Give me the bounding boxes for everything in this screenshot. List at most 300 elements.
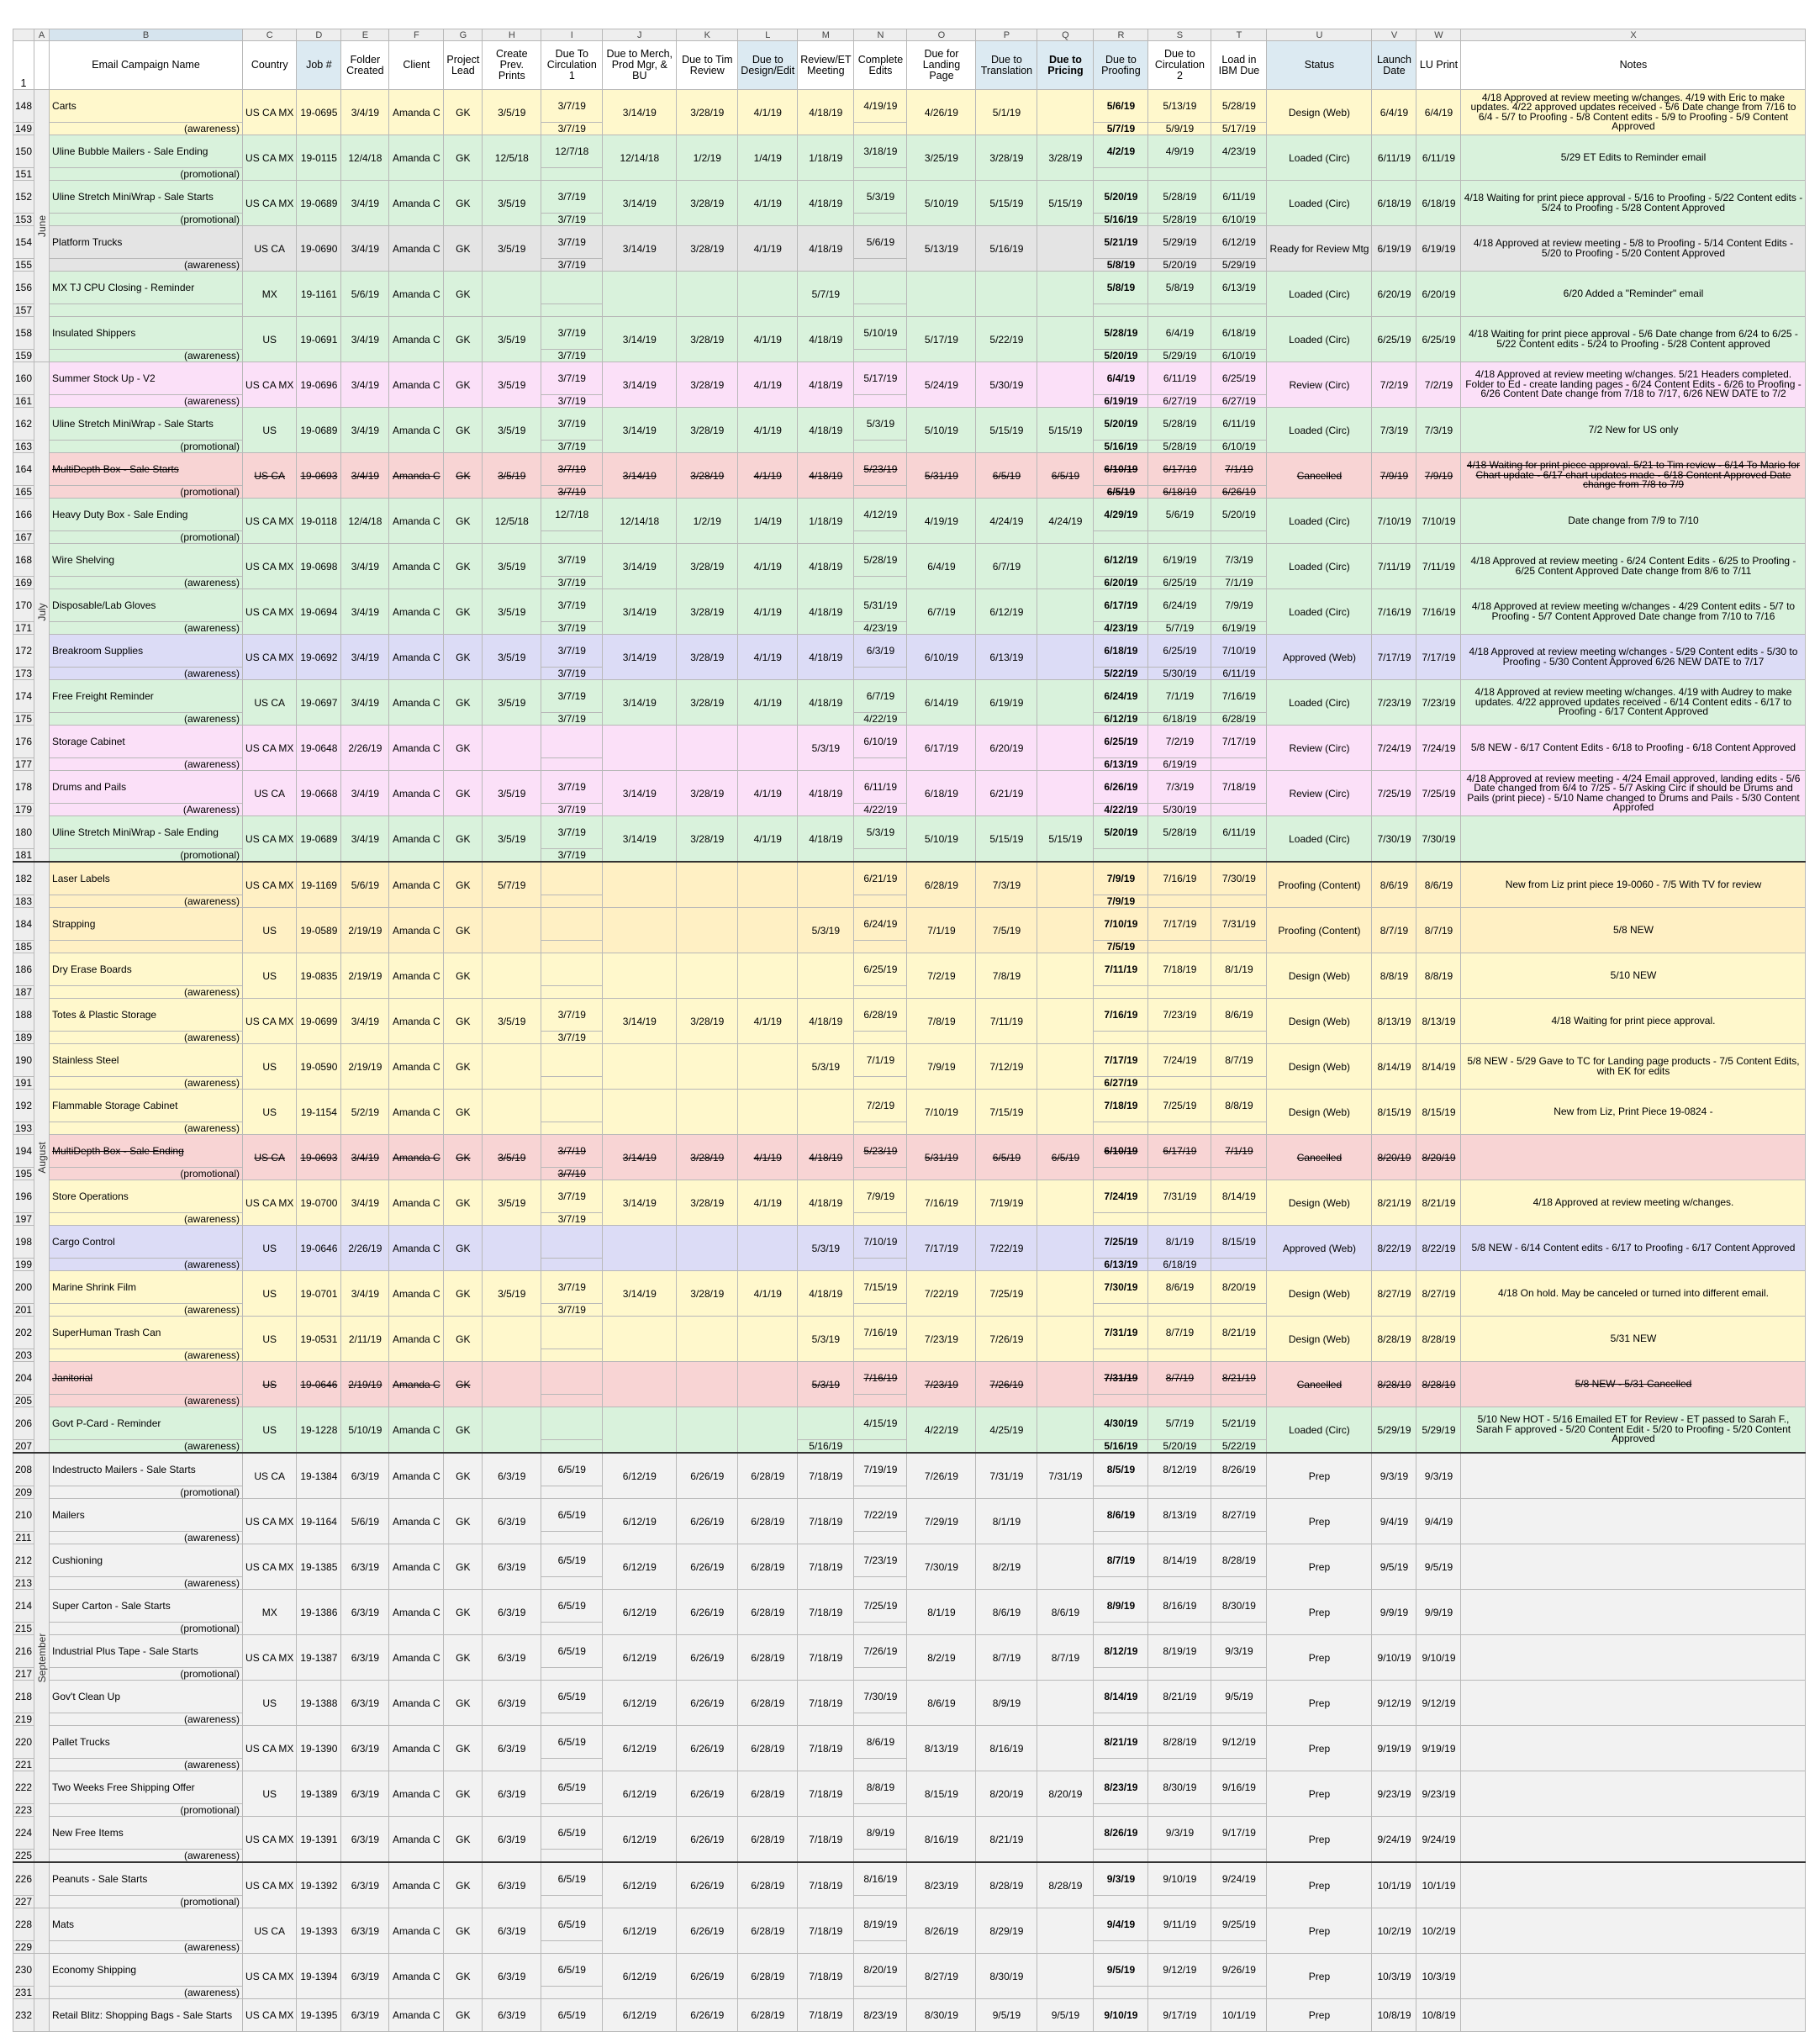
circ2-cell[interactable]: 6/17/19 [1148, 1135, 1211, 1168]
edits-cell[interactable]: 6/3/19 [854, 635, 907, 668]
ibm-cell[interactable]: 9/12/19 [1211, 1726, 1267, 1759]
edits-cell[interactable]: 4/22/19 [854, 804, 907, 816]
header-cell[interactable]: Complete Edits [854, 41, 907, 90]
row-number[interactable]: 154 [13, 226, 34, 259]
folder-cell[interactable]: 3/4/19 [341, 1271, 389, 1317]
header-cell[interactable]: Job # [297, 41, 341, 90]
design-cell[interactable] [738, 726, 798, 771]
edits-cell[interactable]: 7/10/19 [854, 1226, 907, 1259]
ibm-cell[interactable] [1211, 1577, 1267, 1590]
edits-cell[interactable]: 5/3/19 [854, 181, 907, 214]
lead-cell[interactable]: GK [444, 862, 483, 908]
tim-cell[interactable] [677, 1407, 738, 1454]
ibm-cell[interactable] [1211, 1668, 1267, 1681]
lu-cell[interactable]: 9/5/19 [1416, 1544, 1461, 1590]
notes-cell[interactable] [1461, 1499, 1806, 1544]
folder-cell[interactable]: 2/19/19 [341, 908, 389, 953]
review-cell[interactable]: 7/18/19 [798, 1499, 854, 1544]
folder-cell[interactable]: 2/26/19 [341, 726, 389, 771]
circ1-cell[interactable]: 3/7/19 [541, 1180, 603, 1213]
folder-cell[interactable]: 6/3/19 [341, 1999, 389, 2032]
transl-cell[interactable]: 8/29/19 [976, 1908, 1037, 1954]
campaign-name-cell[interactable]: Carts [50, 90, 243, 123]
campaign-type-cell[interactable]: (awareness) [50, 1213, 243, 1226]
design-cell[interactable]: 4/1/19 [738, 589, 798, 635]
merch-cell[interactable]: 3/14/19 [603, 453, 677, 499]
design-cell[interactable]: 6/28/19 [738, 1999, 798, 2032]
pricing-cell[interactable] [1037, 1180, 1094, 1226]
status-cell[interactable]: Approved (Web) [1267, 1226, 1372, 1271]
country-cell[interactable]: US CA [243, 680, 297, 726]
proof-cell[interactable] [1094, 1395, 1148, 1407]
lead-cell[interactable]: GK [444, 408, 483, 453]
launch-cell[interactable]: 9/3/19 [1372, 1453, 1416, 1499]
merch-cell[interactable]: 3/14/19 [603, 181, 677, 226]
edits-cell[interactable] [854, 486, 907, 499]
lu-cell[interactable]: 8/7/19 [1416, 908, 1461, 953]
create-cell[interactable]: 3/5/19 [483, 362, 541, 408]
lu-cell[interactable]: 8/6/19 [1416, 862, 1461, 908]
edits-cell[interactable]: 6/11/19 [854, 771, 907, 804]
circ2-cell[interactable]: 8/1/19 [1148, 1226, 1211, 1259]
country-cell[interactable]: US [243, 1090, 297, 1135]
table-row[interactable] [13, 908, 1806, 941]
country-cell[interactable]: US [243, 953, 297, 999]
header-cell[interactable]: Email Campaign Name [50, 41, 243, 90]
header-cell[interactable]: Country [243, 41, 297, 90]
client-cell[interactable]: Amanda C [389, 1544, 444, 1590]
tim-cell[interactable]: 6/26/19 [677, 1590, 738, 1635]
review-cell[interactable]: 4/18/19 [798, 635, 854, 680]
edits-cell[interactable]: 6/28/19 [854, 999, 907, 1032]
edits-cell[interactable] [854, 941, 907, 953]
tim-cell[interactable]: 6/26/19 [677, 1771, 738, 1817]
proof-cell[interactable] [1094, 1577, 1148, 1590]
lu-cell[interactable]: 7/10/19 [1416, 499, 1461, 544]
status-cell[interactable]: Prep [1267, 1499, 1372, 1544]
transl-cell[interactable]: 5/1/19 [976, 90, 1037, 135]
notes-cell[interactable]: 4/18 Approved at review meeting w/changes. 4/19 with Eric to make updates. 4/22 approved updates received - 5/6 Date change from 7/16 to 6/4 - 5/7 to Proofing - 5/8 Content edits - 5/9 to Proofing - 5/9 Content Approved [1461, 90, 1806, 135]
status-cell[interactable]: Loaded (Circ) [1267, 181, 1372, 226]
tim-cell[interactable]: 1/2/19 [677, 135, 738, 181]
ibm-cell[interactable]: 6/13/19 [1211, 272, 1267, 304]
launch-cell[interactable]: 9/23/19 [1372, 1771, 1416, 1817]
proof-cell[interactable] [1094, 1532, 1148, 1544]
circ2-cell[interactable]: 7/23/19 [1148, 999, 1211, 1032]
row-number[interactable]: 194 [13, 1135, 34, 1168]
review-cell[interactable]: 4/18/19 [798, 226, 854, 272]
notes-cell[interactable]: 4/18 Approved at review meeting - 5/8 to Proofing - 5/14 Content Edits - 5/20 to Proofing - 5/20 Content Approved [1461, 226, 1806, 272]
pricing-cell[interactable] [1037, 680, 1094, 726]
row-number[interactable]: 149 [13, 123, 34, 135]
create-cell[interactable]: 6/3/19 [483, 1817, 541, 1863]
launch-cell[interactable]: 7/16/19 [1372, 589, 1416, 635]
proof-cell[interactable] [1094, 849, 1148, 863]
folder-cell[interactable]: 3/4/19 [341, 1135, 389, 1180]
notes-cell[interactable] [1461, 1635, 1806, 1681]
circ1-cell[interactable] [541, 758, 603, 771]
transl-cell[interactable]: 5/22/19 [976, 317, 1037, 362]
ibm-cell[interactable]: 9/26/19 [1211, 1954, 1267, 1987]
status-cell[interactable]: Approved (Web) [1267, 635, 1372, 680]
transl-cell[interactable]: 7/26/19 [976, 1362, 1037, 1407]
row-number[interactable]: 161 [13, 395, 34, 408]
row-number[interactable]: 204 [13, 1362, 34, 1395]
job-cell[interactable]: 19-0691 [297, 317, 341, 362]
circ1-cell[interactable]: 3/7/19 [541, 1135, 603, 1168]
lu-cell[interactable]: 5/29/19 [1416, 1407, 1461, 1454]
table-row[interactable] [13, 635, 1806, 668]
status-cell[interactable]: Design (Web) [1267, 1317, 1372, 1362]
circ1-cell[interactable] [541, 1044, 603, 1077]
client-cell[interactable]: Amanda C [389, 1862, 444, 1908]
create-cell[interactable] [483, 272, 541, 317]
circ2-cell[interactable] [1148, 1122, 1211, 1135]
proof-cell[interactable]: 8/26/19 [1094, 1817, 1148, 1850]
job-cell[interactable]: 19-0589 [297, 908, 341, 953]
circ1-cell[interactable] [541, 1407, 603, 1440]
lead-cell[interactable]: GK [444, 362, 483, 408]
tim-cell[interactable]: 6/26/19 [677, 1954, 738, 1999]
campaign-name-cell[interactable]: Laser Labels [50, 862, 243, 895]
transl-cell[interactable]: 7/11/19 [976, 999, 1037, 1044]
circ2-cell[interactable]: 6/4/19 [1148, 317, 1211, 350]
review-cell[interactable]: 7/18/19 [798, 1681, 854, 1726]
circ1-cell[interactable]: 3/7/19 [541, 589, 603, 622]
lead-cell[interactable]: GK [444, 317, 483, 362]
transl-cell[interactable]: 6/13/19 [976, 635, 1037, 680]
proof-cell[interactable]: 5/21/19 [1094, 226, 1148, 259]
launch-cell[interactable]: 7/11/19 [1372, 544, 1416, 589]
country-cell[interactable]: US CA MX [243, 635, 297, 680]
ibm-cell[interactable] [1211, 941, 1267, 953]
row-number[interactable]: 162 [13, 408, 34, 441]
status-cell[interactable]: Loaded (Circ) [1267, 135, 1372, 181]
circ1-cell[interactable] [541, 1090, 603, 1122]
column-header-r[interactable]: R [1094, 29, 1148, 41]
circ1-cell[interactable]: 3/7/19 [541, 1032, 603, 1044]
campaign-name-cell[interactable]: Cushioning [50, 1544, 243, 1577]
transl-cell[interactable]: 6/7/19 [976, 544, 1037, 589]
job-cell[interactable]: 19-1164 [297, 1499, 341, 1544]
proof-cell[interactable] [1094, 1349, 1148, 1362]
circ1-cell[interactable] [541, 862, 603, 895]
ibm-cell[interactable]: 8/8/19 [1211, 1090, 1267, 1122]
header-cell[interactable]: Notes [1461, 41, 1806, 90]
row-number[interactable]: 230 [13, 1954, 34, 1987]
campaign-name-cell[interactable]: Pallet Trucks [50, 1726, 243, 1759]
lu-cell[interactable]: 9/23/19 [1416, 1771, 1461, 1817]
review-cell[interactable]: 1/18/19 [798, 135, 854, 181]
ibm-cell[interactable]: 7/9/19 [1211, 589, 1267, 622]
row-number[interactable]: 203 [13, 1349, 34, 1362]
ibm-cell[interactable]: 9/24/19 [1211, 1862, 1267, 1896]
landing-cell[interactable]: 8/23/19 [907, 1862, 976, 1908]
landing-cell[interactable]: 5/24/19 [907, 362, 976, 408]
row-number[interactable]: 191 [13, 1077, 34, 1090]
proof-cell[interactable]: 8/14/19 [1094, 1681, 1148, 1713]
row-number[interactable]: 229 [13, 1941, 34, 1954]
tim-cell[interactable]: 3/28/19 [677, 181, 738, 226]
ibm-cell[interactable] [1211, 531, 1267, 544]
edits-cell[interactable] [854, 986, 907, 999]
transl-cell[interactable]: 4/24/19 [976, 499, 1037, 544]
job-cell[interactable]: 19-0698 [297, 544, 341, 589]
edits-cell[interactable]: 4/19/19 [854, 90, 907, 123]
landing-cell[interactable]: 7/8/19 [907, 999, 976, 1044]
merch-cell[interactable]: 3/14/19 [603, 408, 677, 453]
circ1-cell[interactable] [541, 531, 603, 544]
edits-cell[interactable]: 7/25/19 [854, 1590, 907, 1623]
status-cell[interactable]: Review (Circ) [1267, 726, 1372, 771]
landing-cell[interactable]: 5/17/19 [907, 317, 976, 362]
edits-cell[interactable]: 5/3/19 [854, 816, 907, 849]
row-number[interactable]: 185 [13, 941, 34, 953]
lu-cell[interactable]: 9/12/19 [1416, 1681, 1461, 1726]
tim-cell[interactable]: 1/2/19 [677, 499, 738, 544]
circ1-cell[interactable]: 3/7/19 [541, 395, 603, 408]
campaign-type-cell[interactable]: (awareness) [50, 713, 243, 726]
tim-cell[interactable] [677, 1362, 738, 1407]
campaign-type-cell[interactable]: (awareness) [50, 1304, 243, 1317]
review-cell[interactable]: 4/18/19 [798, 1135, 854, 1180]
merch-cell[interactable]: 3/14/19 [603, 544, 677, 589]
proof-cell[interactable]: 7/30/19 [1094, 1271, 1148, 1304]
client-cell[interactable]: Amanda C [389, 317, 444, 362]
circ2-cell[interactable]: 5/28/19 [1148, 816, 1211, 849]
create-cell[interactable]: 5/7/19 [483, 862, 541, 908]
merch-cell[interactable]: 6/12/19 [603, 1499, 677, 1544]
client-cell[interactable]: Amanda C [389, 1271, 444, 1317]
lead-cell[interactable]: GK [444, 1726, 483, 1771]
job-cell[interactable]: 19-0693 [297, 453, 341, 499]
header-cell[interactable]: Due to Tim Review [677, 41, 738, 90]
row-number[interactable]: 164 [13, 453, 34, 486]
row-number[interactable]: 152 [13, 181, 34, 214]
ibm-cell[interactable]: 8/26/19 [1211, 1453, 1267, 1486]
circ1-cell[interactable]: 6/5/19 [541, 1954, 603, 1987]
edits-cell[interactable]: 5/23/19 [854, 1135, 907, 1168]
client-cell[interactable]: Amanda C [389, 453, 444, 499]
row-number[interactable]: 228 [13, 1908, 34, 1941]
review-cell[interactable]: 7/18/19 [798, 1771, 854, 1817]
launch-cell[interactable]: 9/9/19 [1372, 1590, 1416, 1635]
column-header-f[interactable]: F [389, 29, 444, 41]
tim-cell[interactable]: 3/28/19 [677, 771, 738, 816]
pricing-cell[interactable] [1037, 953, 1094, 999]
folder-cell[interactable]: 3/4/19 [341, 544, 389, 589]
row-number[interactable]: 221 [13, 1759, 34, 1771]
folder-cell[interactable]: 3/4/19 [341, 408, 389, 453]
column-header-t[interactable]: T [1211, 29, 1267, 41]
lu-cell[interactable]: 6/20/19 [1416, 272, 1461, 317]
notes-cell[interactable]: 5/8 NEW - 5/29 Gave to TC for Landing page products - 7/5 Content Edits, with EK for edits [1461, 1044, 1806, 1090]
circ2-cell[interactable]: 7/25/19 [1148, 1090, 1211, 1122]
circ1-cell[interactable] [541, 895, 603, 908]
campaign-type-cell[interactable] [50, 941, 243, 953]
transl-cell[interactable]: 8/9/19 [976, 1681, 1037, 1726]
row-number[interactable]: 160 [13, 362, 34, 395]
circ2-cell[interactable]: 7/1/19 [1148, 680, 1211, 713]
proof-cell[interactable]: 4/30/19 [1094, 1407, 1148, 1440]
header-cell[interactable]: LU Print [1416, 41, 1461, 90]
status-cell[interactable]: Loaded (Circ) [1267, 544, 1372, 589]
transl-cell[interactable]: 7/5/19 [976, 908, 1037, 953]
lead-cell[interactable]: GK [444, 453, 483, 499]
create-cell[interactable] [483, 1090, 541, 1135]
folder-cell[interactable]: 6/3/19 [341, 1771, 389, 1817]
country-cell[interactable]: US CA MX [243, 862, 297, 908]
circ2-cell[interactable]: 6/18/19 [1148, 1259, 1211, 1271]
client-cell[interactable]: Amanda C [389, 362, 444, 408]
circ2-cell[interactable]: 7/17/19 [1148, 908, 1211, 941]
proof-cell[interactable]: 7/16/19 [1094, 999, 1148, 1032]
circ1-cell[interactable]: 6/5/19 [541, 1999, 603, 2032]
tim-cell[interactable]: 6/26/19 [677, 1726, 738, 1771]
lu-cell[interactable]: 6/25/19 [1416, 317, 1461, 362]
pricing-cell[interactable] [1037, 1954, 1094, 1999]
circ2-cell[interactable] [1148, 1486, 1211, 1499]
circ1-cell[interactable]: 6/5/19 [541, 1635, 603, 1668]
ibm-cell[interactable] [1211, 1486, 1267, 1499]
ibm-cell[interactable]: 7/16/19 [1211, 680, 1267, 713]
circ2-cell[interactable]: 8/30/19 [1148, 1771, 1211, 1804]
circ1-cell[interactable] [541, 1804, 603, 1817]
circ1-cell[interactable]: 6/5/19 [541, 1908, 603, 1941]
job-cell[interactable]: 19-1391 [297, 1817, 341, 1863]
client-cell[interactable]: Amanda C [389, 499, 444, 544]
edits-cell[interactable] [854, 259, 907, 272]
proof-cell[interactable]: 8/5/19 [1094, 1453, 1148, 1486]
row-number[interactable]: 181 [13, 849, 34, 863]
campaign-type-cell[interactable]: (promotional) [50, 486, 243, 499]
row-number[interactable]: 232 [13, 1999, 34, 2032]
merch-cell[interactable]: 6/12/19 [603, 1590, 677, 1635]
merch-cell[interactable]: 6/12/19 [603, 1999, 677, 2032]
ibm-cell[interactable] [1211, 849, 1267, 863]
notes-cell[interactable]: 4/18 Waiting for print piece approval - 5/16 to Proofing - 5/22 Content edits - 5/24 to Proofing - 5/28 Content Approved [1461, 181, 1806, 226]
country-cell[interactable]: US CA MX [243, 1954, 297, 1999]
table-row[interactable] [13, 90, 1806, 123]
ibm-cell[interactable] [1211, 1941, 1267, 1954]
transl-cell[interactable]: 7/25/19 [976, 1271, 1037, 1317]
circ1-cell[interactable]: 3/7/19 [541, 362, 603, 395]
review-cell[interactable] [798, 953, 854, 999]
client-cell[interactable]: Amanda C [389, 1635, 444, 1681]
proof-cell[interactable]: 8/23/19 [1094, 1771, 1148, 1804]
lu-cell[interactable]: 6/11/19 [1416, 135, 1461, 181]
column-header-o[interactable]: O [907, 29, 976, 41]
create-cell[interactable] [483, 1407, 541, 1454]
campaign-type-cell[interactable]: (awareness) [50, 1713, 243, 1726]
table-row[interactable] [13, 1681, 1806, 1713]
notes-cell[interactable]: New from Liz print piece 19-0060 - 7/5 With TV for review [1461, 862, 1806, 908]
campaign-type-cell[interactable]: (Awareness) [50, 804, 243, 816]
edits-cell[interactable]: 8/6/19 [854, 1726, 907, 1759]
transl-cell[interactable]: 7/26/19 [976, 1317, 1037, 1362]
merch-cell[interactable]: 3/14/19 [603, 1271, 677, 1317]
table-row[interactable] [13, 317, 1806, 350]
transl-cell[interactable]: 8/1/19 [976, 1499, 1037, 1544]
job-cell[interactable]: 19-1384 [297, 1453, 341, 1499]
edits-cell[interactable]: 5/17/19 [854, 362, 907, 395]
campaign-type-cell[interactable]: (promotional) [50, 531, 243, 544]
job-cell[interactable]: 19-1154 [297, 1090, 341, 1135]
landing-cell[interactable]: 5/10/19 [907, 408, 976, 453]
transl-cell[interactable]: 5/16/19 [976, 226, 1037, 272]
pricing-cell[interactable] [1037, 726, 1094, 771]
edits-cell[interactable] [854, 1259, 907, 1271]
proof-cell[interactable]: 6/13/19 [1094, 1259, 1148, 1271]
circ1-cell[interactable] [541, 1486, 603, 1499]
tim-cell[interactable]: 3/28/19 [677, 999, 738, 1044]
job-cell[interactable]: 19-0118 [297, 499, 341, 544]
proof-cell[interactable]: 6/17/19 [1094, 589, 1148, 622]
edits-cell[interactable]: 7/15/19 [854, 1271, 907, 1304]
launch-cell[interactable]: 8/14/19 [1372, 1044, 1416, 1090]
campaign-name-cell[interactable]: Retail Blitz: Shopping Bags - Sale Starts [50, 1999, 243, 2032]
status-cell[interactable]: Proofing (Content) [1267, 908, 1372, 953]
campaign-type-cell[interactable]: (promotional) [50, 849, 243, 863]
circ1-cell[interactable]: 6/5/19 [541, 1453, 603, 1486]
campaign-name-cell[interactable]: Uline Bubble Mailers - Sale Ending [50, 135, 243, 168]
ibm-cell[interactable]: 8/14/19 [1211, 1180, 1267, 1213]
landing-cell[interactable]: 5/31/19 [907, 1135, 976, 1180]
campaign-name-cell[interactable]: Stainless Steel [50, 1044, 243, 1077]
row-number[interactable]: 179 [13, 804, 34, 816]
tim-cell[interactable]: 3/28/19 [677, 362, 738, 408]
create-cell[interactable]: 6/3/19 [483, 1681, 541, 1726]
ibm-cell[interactable]: 6/18/19 [1211, 317, 1267, 350]
status-cell[interactable]: Prep [1267, 1954, 1372, 1999]
merch-cell[interactable]: 6/12/19 [603, 1771, 677, 1817]
landing-cell[interactable]: 8/26/19 [907, 1908, 976, 1954]
proof-cell[interactable] [1094, 1987, 1148, 1999]
circ1-cell[interactable]: 3/7/19 [541, 90, 603, 123]
ibm-cell[interactable]: 9/17/19 [1211, 1817, 1267, 1850]
circ2-cell[interactable]: 6/11/19 [1148, 362, 1211, 395]
launch-cell[interactable]: 5/29/19 [1372, 1407, 1416, 1454]
row-number[interactable]: 189 [13, 1032, 34, 1044]
circ2-cell[interactable]: 5/9/19 [1148, 123, 1211, 135]
circ2-cell[interactable]: 8/21/19 [1148, 1681, 1211, 1713]
circ1-cell[interactable]: 3/7/19 [541, 577, 603, 589]
row-number[interactable]: 227 [13, 1896, 34, 1908]
notes-cell[interactable]: 5/8 NEW - 6/14 Content edits - 6/17 to Proofing - 6/17 Content Approved [1461, 1226, 1806, 1271]
tim-cell[interactable] [677, 953, 738, 999]
campaign-type-cell[interactable]: (awareness) [50, 1577, 243, 1590]
ibm-cell[interactable] [1211, 1122, 1267, 1135]
launch-cell[interactable]: 10/1/19 [1372, 1862, 1416, 1908]
circ2-cell[interactable]: 5/28/19 [1148, 181, 1211, 214]
proof-cell[interactable] [1094, 531, 1148, 544]
lu-cell[interactable]: 9/10/19 [1416, 1635, 1461, 1681]
create-cell[interactable] [483, 953, 541, 999]
tim-cell[interactable]: 3/28/19 [677, 226, 738, 272]
edits-cell[interactable]: 8/23/19 [854, 1999, 907, 2032]
campaign-type-cell[interactable]: (promotional) [50, 168, 243, 181]
circ1-cell[interactable] [541, 1362, 603, 1395]
country-cell[interactable]: US CA [243, 1453, 297, 1499]
edits-cell[interactable] [854, 1713, 907, 1726]
ibm-cell[interactable]: 6/11/19 [1211, 816, 1267, 849]
notes-cell[interactable]: New from Liz, Print Piece 19-0824 - [1461, 1090, 1806, 1135]
ibm-cell[interactable]: 9/5/19 [1211, 1681, 1267, 1713]
circ2-cell[interactable]: 6/17/19 [1148, 453, 1211, 486]
edits-cell[interactable] [854, 214, 907, 226]
circ1-cell[interactable]: 3/7/19 [541, 816, 603, 849]
notes-cell[interactable]: 4/18 On hold. May be canceled or turned into different email. [1461, 1271, 1806, 1317]
